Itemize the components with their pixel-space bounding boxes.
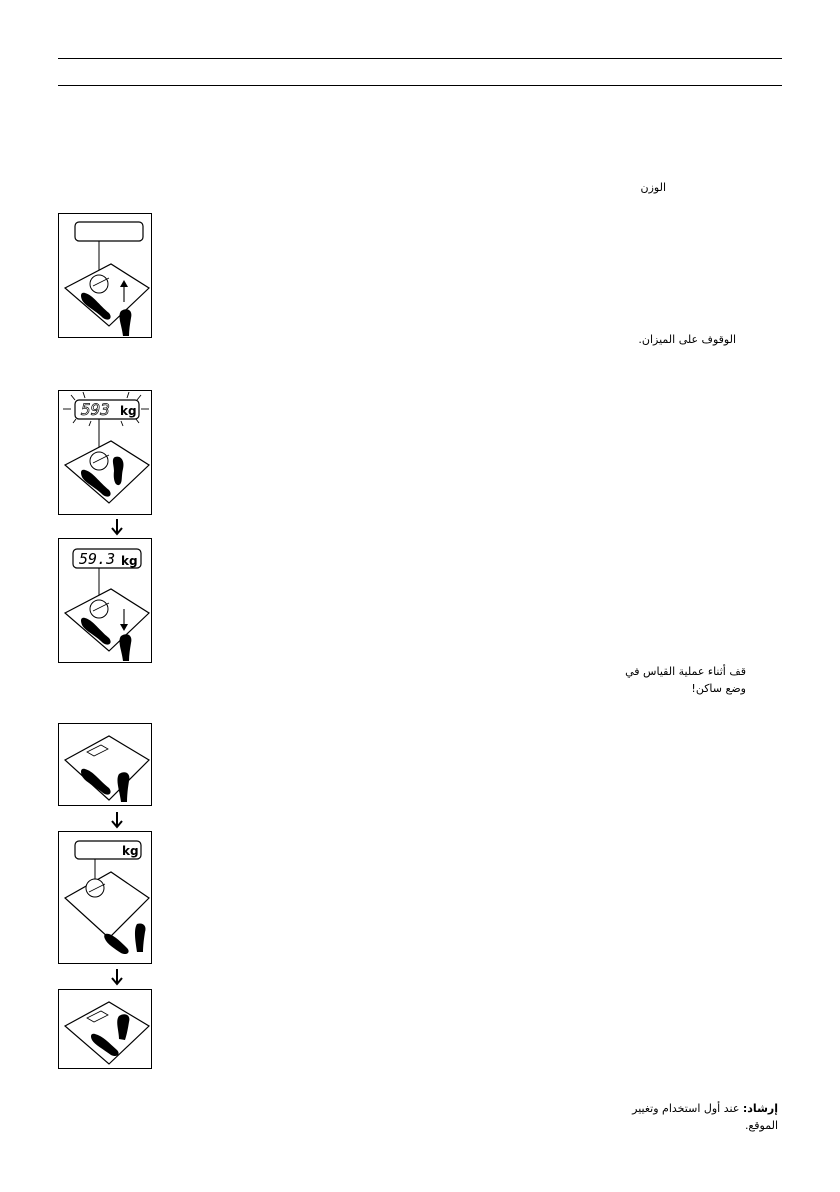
hint-line1	[632, 1101, 778, 1117]
blink-weight-readout: 593	[81, 400, 110, 419]
blink-unit: kg	[120, 404, 137, 418]
step-stand-text: الوقوف على الميزان.	[638, 333, 736, 346]
down-arrow-icon	[110, 518, 124, 536]
illustration-weighing-blink	[58, 390, 152, 515]
hint-text-1: عند أول استخدام وتغيير	[632, 1102, 743, 1115]
empty-display-unit: kg	[122, 844, 139, 858]
stable-unit: kg	[121, 554, 138, 568]
down-arrow-icon	[110, 811, 124, 829]
illustration-standing	[58, 723, 152, 806]
header-rule-bottom	[58, 85, 782, 86]
hint-label: إرشاد:	[742, 1102, 778, 1115]
illustration-stepped-off	[58, 831, 152, 964]
header-rule-top	[58, 58, 782, 59]
section-title: الوزن	[640, 181, 666, 194]
down-arrow-icon	[110, 968, 124, 986]
hint-line2: الموقع.	[744, 1119, 778, 1132]
stand-still-line2: وضع ساكن!	[691, 682, 746, 695]
illustration-step-on	[58, 213, 152, 338]
stable-weight-readout: 59.3	[79, 550, 116, 568]
stand-still-line1: قف أثناء عملية القياس في	[625, 665, 746, 678]
illustration-scale-off	[58, 989, 152, 1069]
illustration-weight-displayed	[58, 538, 152, 663]
